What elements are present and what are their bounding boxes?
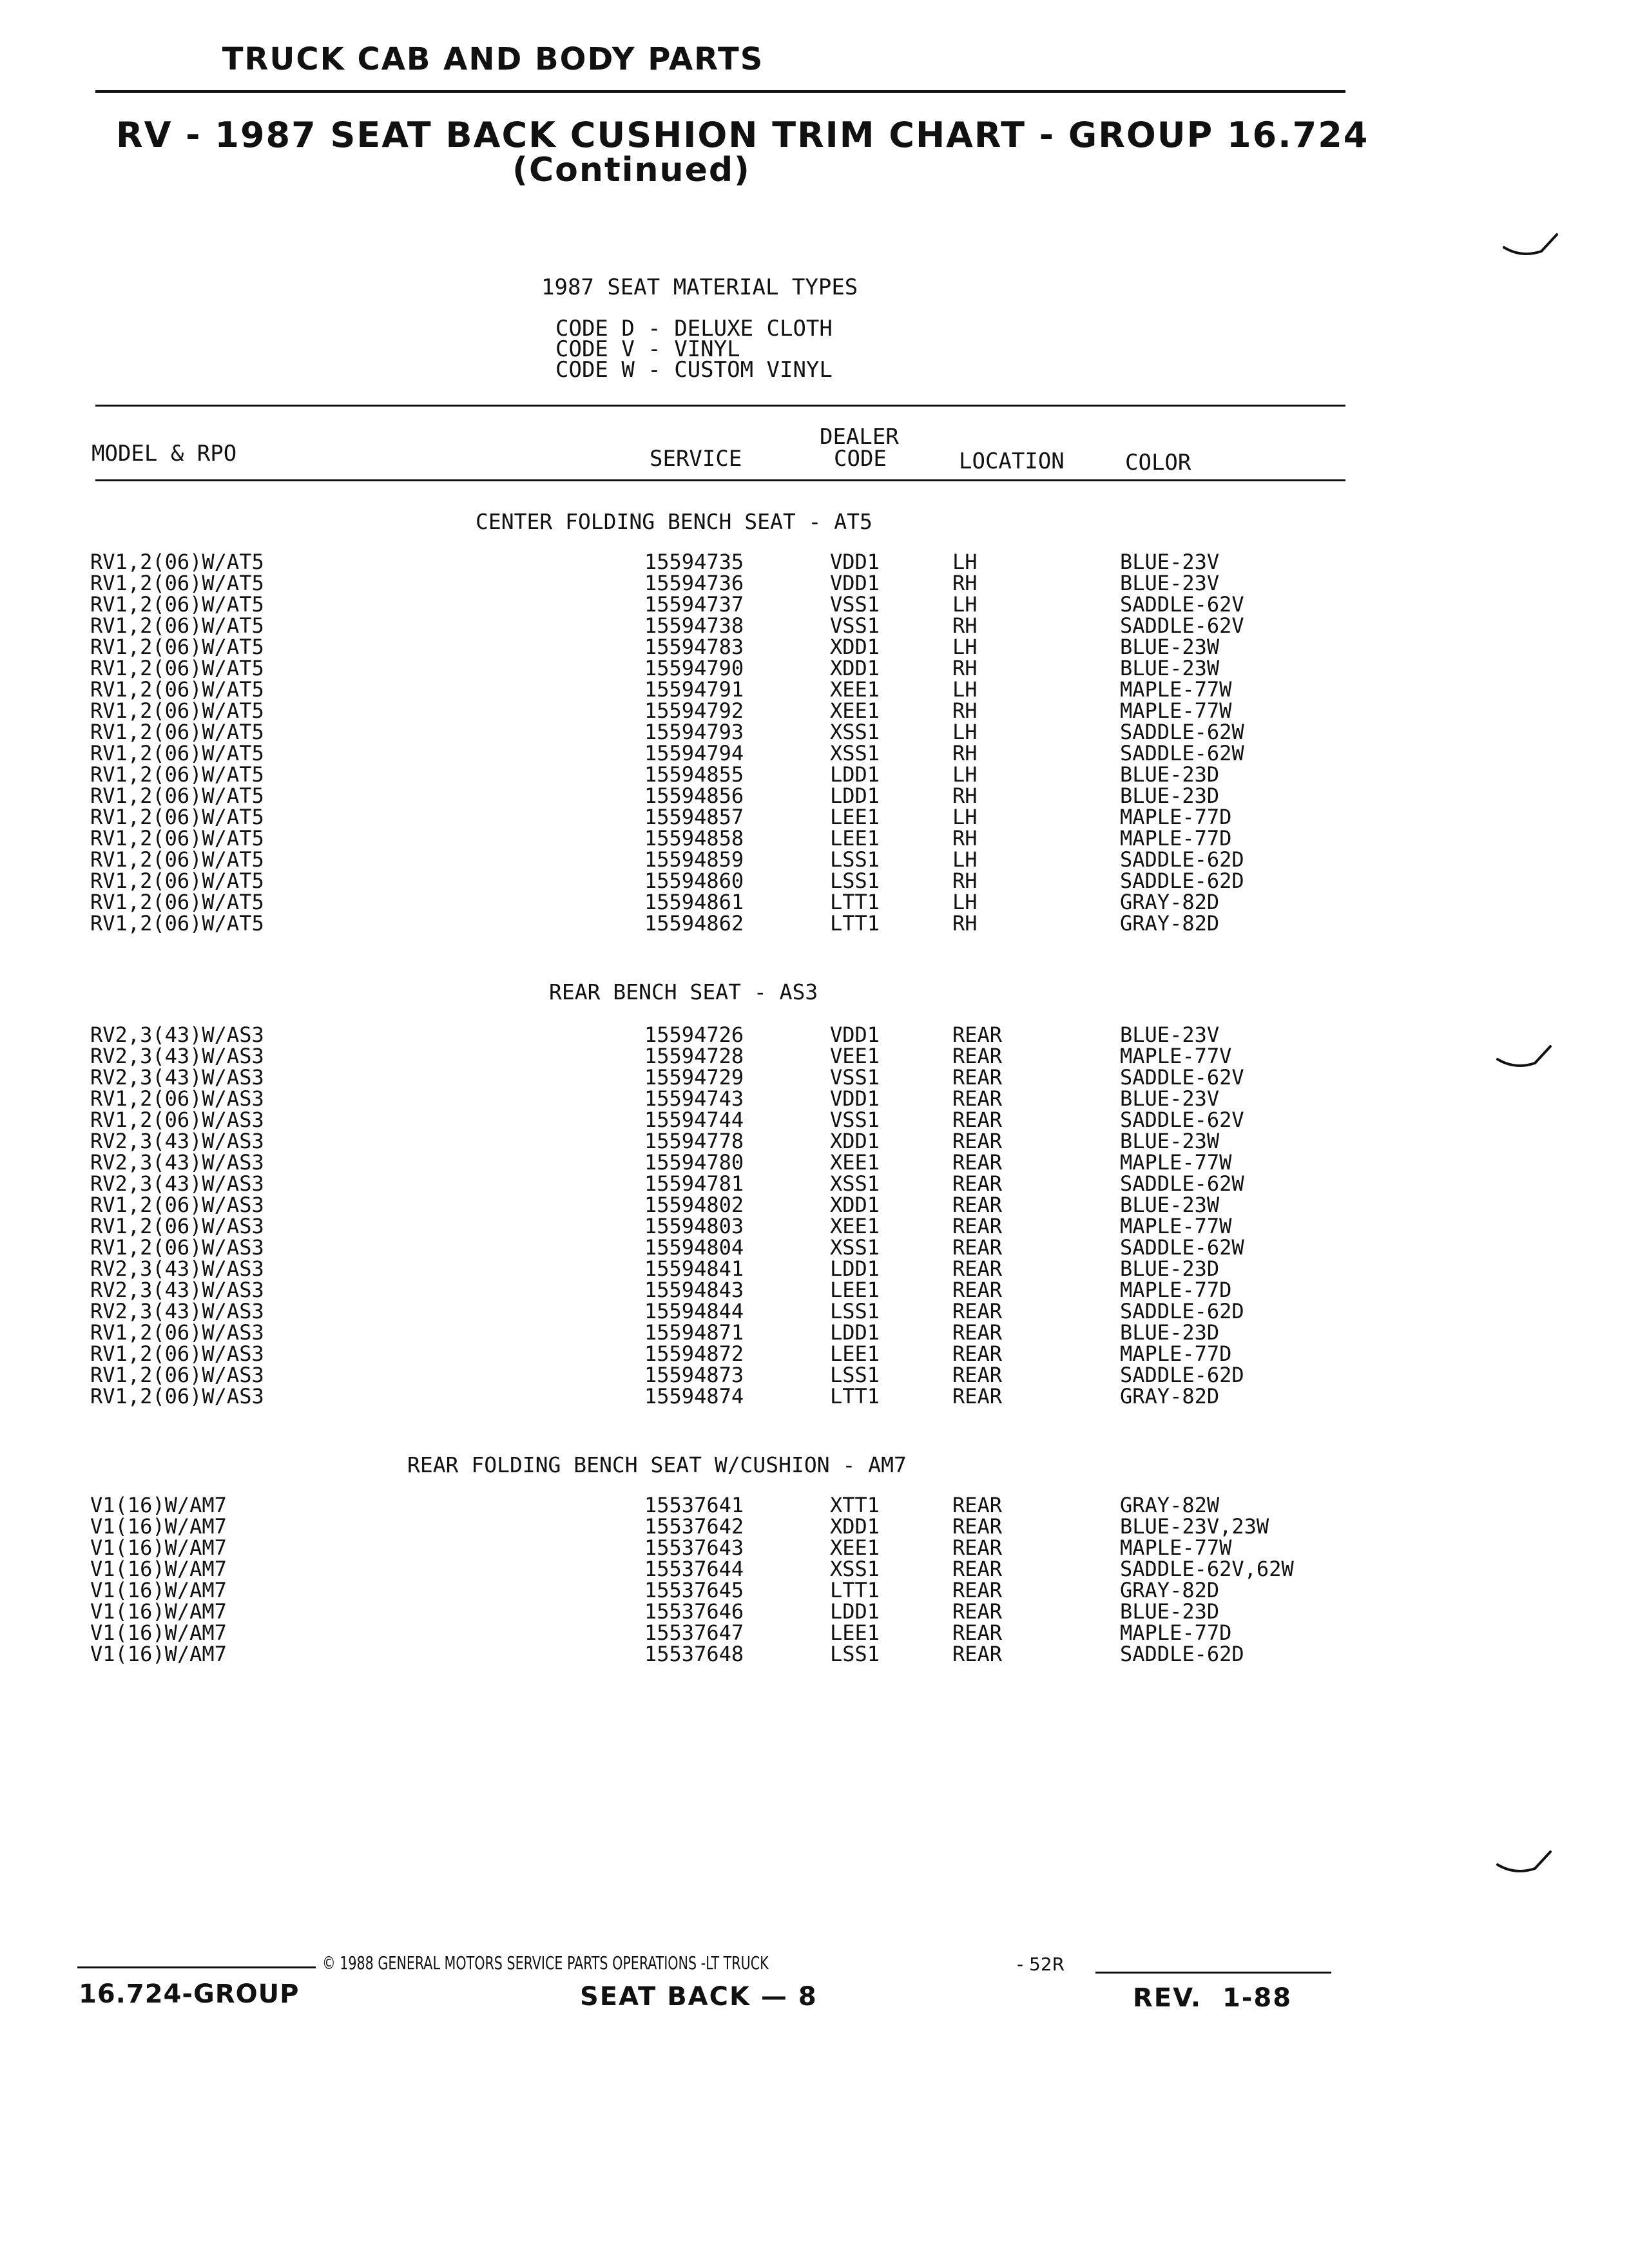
cell-dealer-code: XEE1	[830, 1535, 880, 1560]
cell-service: 15594862	[644, 911, 744, 936]
table-row	[0, 1601, 1629, 1622]
table-row	[0, 1131, 1629, 1152]
cell-color: SADDLE-62D	[1120, 1363, 1244, 1387]
footer-revision: REV. 1-88	[1133, 1983, 1293, 2013]
footer-page-code: - 52R	[1017, 1954, 1065, 1975]
cell-color: BLUE-23W	[1120, 656, 1220, 680]
cell-service: 15594791	[644, 677, 744, 702]
table-row	[0, 870, 1629, 892]
table-row	[0, 1365, 1629, 1386]
cell-dealer-code: LTT1	[830, 1384, 880, 1408]
cell-dealer-code: VSS1	[830, 1108, 880, 1132]
section-rows-center-folding	[0, 552, 1629, 934]
cell-dealer-code: LTT1	[830, 1578, 880, 1602]
cell-model: RV1,2(06)W/AT5	[90, 890, 264, 914]
binder-tick-icon	[1501, 232, 1559, 271]
cell-color: BLUE-23D	[1120, 783, 1220, 808]
cell-service: 15594738	[644, 613, 744, 638]
cell-model: RV2,3(43)W/AS3	[90, 1256, 264, 1281]
cell-dealer-code: VDD1	[830, 550, 880, 574]
cell-model: V1(16)W/AM7	[90, 1620, 227, 1645]
binder-tick-icon	[1495, 1044, 1553, 1082]
cell-model: RV1,2(06)W/AT5	[90, 826, 264, 850]
cell-location: RH	[952, 783, 978, 808]
cell-dealer-code: VEE1	[830, 1044, 880, 1068]
cell-location: REAR	[952, 1023, 1003, 1047]
table-row	[0, 722, 1629, 743]
cell-dealer-code: LDD1	[830, 762, 880, 787]
cell-dealer-code: XSS1	[830, 1557, 880, 1581]
table-row	[0, 828, 1629, 849]
footer-group: 16.724-GROUP	[79, 1979, 300, 2009]
cell-service: 15594873	[644, 1363, 744, 1387]
table-row	[0, 1559, 1629, 1580]
cell-service: 15537642	[644, 1514, 744, 1539]
section-title-rear-folding: REAR FOLDING BENCH SEAT W/CUSHION - AM7	[407, 1452, 907, 1477]
cell-service: 15594735	[644, 550, 744, 574]
cell-location: REAR	[952, 1235, 1003, 1260]
footer-rule-left	[77, 1966, 316, 1968]
cell-color: GRAY-82W	[1120, 1493, 1220, 1517]
cell-service: 15594856	[644, 783, 744, 808]
cell-color: GRAY-82D	[1120, 1384, 1220, 1408]
cell-service: 15537648	[644, 1642, 744, 1666]
table-row	[0, 700, 1629, 722]
cell-model: RV1,2(06)W/AS3	[90, 1384, 264, 1408]
cell-dealer-code: XEE1	[830, 698, 880, 723]
cell-model: RV2,3(43)W/AS3	[90, 1171, 264, 1196]
cell-dealer-code: LEE1	[830, 1278, 880, 1302]
cell-model: RV1,2(06)W/AT5	[90, 698, 264, 723]
cell-model: V1(16)W/AM7	[90, 1493, 227, 1517]
cell-model: RV1,2(06)W/AT5	[90, 592, 264, 617]
cell-service: 15594792	[644, 698, 744, 723]
cell-model: RV1,2(06)W/AT5	[90, 677, 264, 702]
cell-color: SADDLE-62W	[1120, 1235, 1244, 1260]
cell-color: SADDLE-62D	[1120, 869, 1244, 893]
cell-location: LH	[952, 720, 978, 744]
cell-color: MAPLE-77W	[1120, 677, 1232, 702]
cell-dealer-code: LEE1	[830, 1620, 880, 1645]
cell-dealer-code: VSS1	[830, 592, 880, 617]
cell-dealer-code: LSS1	[830, 1642, 880, 1666]
cell-model: RV1,2(06)W/AT5	[90, 847, 264, 872]
cell-location: RH	[952, 613, 978, 638]
cell-location: REAR	[952, 1535, 1003, 1560]
cell-model: V1(16)W/AM7	[90, 1599, 227, 1624]
cell-dealer-code: VDD1	[830, 1023, 880, 1047]
material-code-v: CODE V - VINYL	[555, 336, 740, 362]
table-row	[0, 1644, 1629, 1665]
section-rows-rear-folding	[0, 1495, 1629, 1665]
cell-color: SADDLE-62V,62W	[1120, 1557, 1294, 1581]
cell-location: REAR	[952, 1514, 1003, 1539]
col-header-color: COLOR	[1125, 450, 1191, 476]
table-row	[0, 743, 1629, 764]
table-row	[0, 892, 1629, 913]
cell-model: RV2,3(43)W/AS3	[90, 1044, 264, 1068]
cell-color: BLUE-23W	[1120, 1129, 1220, 1153]
cell-location: LH	[952, 635, 978, 659]
cell-model: RV1,2(06)W/AS3	[90, 1320, 264, 1345]
table-row	[0, 1622, 1629, 1644]
cell-color: SADDLE-62W	[1120, 720, 1244, 744]
cell-model: RV1,2(06)W/AS3	[90, 1341, 264, 1366]
table-header-rule	[95, 479, 1345, 481]
cell-location: REAR	[952, 1150, 1003, 1175]
table-row	[0, 1067, 1629, 1088]
table-row	[0, 1495, 1629, 1516]
table-row	[0, 1343, 1629, 1365]
cell-model: RV2,3(43)W/AS3	[90, 1299, 264, 1323]
cell-dealer-code: LSS1	[830, 1299, 880, 1323]
table-row	[0, 679, 1629, 700]
table-row	[0, 1195, 1629, 1216]
cell-dealer-code: LTT1	[830, 911, 880, 936]
cell-location: RH	[952, 741, 978, 765]
cell-color: SADDLE-62V	[1120, 1108, 1244, 1132]
cell-service: 15594744	[644, 1108, 744, 1132]
cell-service: 15594794	[644, 741, 744, 765]
cell-model: RV1,2(06)W/AT5	[90, 783, 264, 808]
cell-service: 15594737	[644, 592, 744, 617]
cell-service: 15594860	[644, 869, 744, 893]
cell-model: RV1,2(06)W/AT5	[90, 805, 264, 829]
table-row	[0, 1322, 1629, 1343]
table-row	[0, 1386, 1629, 1407]
cell-location: LH	[952, 847, 978, 872]
cell-service: 15594861	[644, 890, 744, 914]
cell-model: RV1,2(06)W/AT5	[90, 550, 264, 574]
table-row	[0, 849, 1629, 870]
cell-dealer-code: VSS1	[830, 613, 880, 638]
table-row	[0, 785, 1629, 807]
table-row	[0, 1280, 1629, 1301]
cell-location: LH	[952, 677, 978, 702]
cell-dealer-code: LDD1	[830, 783, 880, 808]
cell-color: MAPLE-77D	[1120, 1278, 1232, 1302]
table-row	[0, 764, 1629, 785]
cell-service: 15537645	[644, 1578, 744, 1602]
cell-service: 15594844	[644, 1299, 744, 1323]
cell-color: MAPLE-77D	[1120, 805, 1232, 829]
cell-dealer-code: VSS1	[830, 1065, 880, 1090]
page-header-title: TRUCK CAB AND BODY PARTS	[222, 41, 764, 77]
cell-dealer-code: LSS1	[830, 869, 880, 893]
table-row	[0, 913, 1629, 934]
cell-dealer-code: XDD1	[830, 1514, 880, 1539]
table-row	[0, 594, 1629, 615]
cell-model: RV1,2(06)W/AT5	[90, 720, 264, 744]
cell-location: RH	[952, 826, 978, 850]
cell-location: REAR	[952, 1341, 1003, 1366]
cell-location: RH	[952, 571, 978, 595]
cell-dealer-code: LDD1	[830, 1320, 880, 1345]
cell-dealer-code: XEE1	[830, 677, 880, 702]
table-row	[0, 807, 1629, 828]
cell-dealer-code: XDD1	[830, 656, 880, 680]
table-row	[0, 1216, 1629, 1237]
cell-location: REAR	[952, 1320, 1003, 1345]
cell-location: REAR	[952, 1108, 1003, 1132]
cell-service: 15594874	[644, 1384, 744, 1408]
cell-dealer-code: LEE1	[830, 826, 880, 850]
cell-model: V1(16)W/AM7	[90, 1557, 227, 1581]
cell-location: REAR	[952, 1557, 1003, 1581]
cell-service: 15594793	[644, 720, 744, 744]
cell-color: SADDLE-62W	[1120, 1171, 1244, 1196]
cell-service: 15594843	[644, 1278, 744, 1302]
cell-service: 15537644	[644, 1557, 744, 1581]
cell-location: REAR	[952, 1493, 1003, 1517]
col-header-service: SERVICE	[650, 446, 742, 472]
cell-service: 15594855	[644, 762, 744, 787]
section-rows-rear-bench	[0, 1024, 1629, 1407]
cell-service: 15537641	[644, 1493, 744, 1517]
cell-model: RV1,2(06)W/AS3	[90, 1214, 264, 1238]
cell-service: 15594871	[644, 1320, 744, 1345]
cell-dealer-code: LDD1	[830, 1256, 880, 1281]
cell-color: BLUE-23V	[1120, 1023, 1220, 1047]
cell-color: BLUE-23V,23W	[1120, 1514, 1269, 1539]
table-row	[0, 1173, 1629, 1195]
section-title-rear-bench: REAR BENCH SEAT - AS3	[549, 979, 818, 1004]
cell-model: V1(16)W/AM7	[90, 1535, 227, 1560]
cell-color: MAPLE-77D	[1120, 826, 1232, 850]
cell-model: RV1,2(06)W/AS3	[90, 1363, 264, 1387]
cell-color: MAPLE-77D	[1120, 1341, 1232, 1366]
cell-location: REAR	[952, 1363, 1003, 1387]
cell-service: 15594778	[644, 1129, 744, 1153]
cell-service: 15594803	[644, 1214, 744, 1238]
cell-color: SADDLE-62V	[1120, 592, 1244, 617]
cell-location: LH	[952, 805, 978, 829]
cell-location: REAR	[952, 1578, 1003, 1602]
cell-service: 15594728	[644, 1044, 744, 1068]
cell-color: MAPLE-77D	[1120, 1620, 1232, 1645]
cell-model: RV2,3(43)W/AS3	[90, 1065, 264, 1090]
table-row	[0, 1088, 1629, 1110]
table-row	[0, 1301, 1629, 1322]
cell-service: 15594743	[644, 1086, 744, 1111]
chart-subtitle: (Continued)	[512, 151, 751, 189]
cell-dealer-code: LSS1	[830, 1363, 880, 1387]
cell-dealer-code: XSS1	[830, 720, 880, 744]
cell-service: 15594780	[644, 1150, 744, 1175]
table-row	[0, 637, 1629, 658]
cell-model: RV1,2(06)W/AT5	[90, 741, 264, 765]
cell-model: RV1,2(06)W/AS3	[90, 1086, 264, 1111]
cell-dealer-code: XSS1	[830, 1235, 880, 1260]
footer-copyright: © 1988 GENERAL MOTORS SERVICE PARTS OPERATIONS -LT TRUCK	[322, 1952, 769, 1974]
cell-color: BLUE-23W	[1120, 635, 1220, 659]
cell-model: RV1,2(06)W/AT5	[90, 911, 264, 936]
cell-color: BLUE-23D	[1120, 1320, 1220, 1345]
cell-color: BLUE-23D	[1120, 762, 1220, 787]
footer-rule-right	[1095, 1972, 1331, 1974]
cell-location: LH	[952, 762, 978, 787]
cell-model: V1(16)W/AM7	[90, 1578, 227, 1602]
cell-color: SADDLE-62V	[1120, 1065, 1244, 1090]
cell-model: V1(16)W/AM7	[90, 1514, 227, 1539]
section-title-center-folding: CENTER FOLDING BENCH SEAT - AT5	[476, 509, 872, 534]
table-row	[0, 1110, 1629, 1131]
footer-seat-back: SEAT BACK — 8	[580, 1982, 818, 2012]
cell-service: 15594841	[644, 1256, 744, 1281]
cell-location: REAR	[952, 1299, 1003, 1323]
cell-color: BLUE-23V	[1120, 1086, 1220, 1111]
cell-model: RV1,2(06)W/AS3	[90, 1235, 264, 1260]
cell-service: 15537647	[644, 1620, 744, 1645]
cell-dealer-code: LTT1	[830, 890, 880, 914]
cell-location: REAR	[952, 1384, 1003, 1408]
cell-service: 15594802	[644, 1193, 744, 1217]
header-rule	[95, 90, 1345, 93]
cell-service: 15594729	[644, 1065, 744, 1090]
cell-color: BLUE-23D	[1120, 1599, 1220, 1624]
cell-location: LH	[952, 890, 978, 914]
cell-location: REAR	[952, 1193, 1003, 1217]
table-row	[0, 573, 1629, 594]
cell-service: 15594781	[644, 1171, 744, 1196]
cell-service: 15594858	[644, 826, 744, 850]
cell-dealer-code: XDD1	[830, 635, 880, 659]
col-header-location: LOCATION	[959, 448, 1065, 474]
table-row	[0, 1580, 1629, 1601]
cell-location: REAR	[952, 1065, 1003, 1090]
cell-dealer-code: XTT1	[830, 1493, 880, 1517]
cell-location: REAR	[952, 1086, 1003, 1111]
cell-model: RV1,2(06)W/AT5	[90, 635, 264, 659]
table-row	[0, 1258, 1629, 1280]
table-row	[0, 615, 1629, 637]
cell-service: 15594859	[644, 847, 744, 872]
cell-model: RV1,2(06)W/AT5	[90, 762, 264, 787]
material-code-d: CODE D - DELUXE CLOTH	[555, 316, 833, 341]
col-header-dealer: DEALER	[820, 424, 899, 450]
cell-color: BLUE-23D	[1120, 1256, 1220, 1281]
cell-service: 15537646	[644, 1599, 744, 1624]
chart-title: RV - 1987 SEAT BACK CUSHION TRIM CHART - GROUP 16.724	[116, 115, 1369, 155]
cell-service: 15594872	[644, 1341, 744, 1366]
cell-model: RV1,2(06)W/AT5	[90, 613, 264, 638]
cell-location: REAR	[952, 1129, 1003, 1153]
cell-color: MAPLE-77W	[1120, 1535, 1232, 1560]
cell-location: REAR	[952, 1599, 1003, 1624]
cell-model: RV2,3(43)W/AS3	[90, 1023, 264, 1047]
cell-model: RV1,2(06)W/AT5	[90, 656, 264, 680]
cell-color: BLUE-23V	[1120, 571, 1220, 595]
col-header-model: MODEL & RPO	[92, 441, 237, 466]
binder-tick-icon	[1495, 1849, 1553, 1888]
cell-color: GRAY-82D	[1120, 1578, 1220, 1602]
cell-location: REAR	[952, 1642, 1003, 1666]
col-header-code: CODE	[834, 446, 887, 472]
cell-model: RV1,2(06)W/AT5	[90, 869, 264, 893]
cell-service: 15537643	[644, 1535, 744, 1560]
material-code-w: CODE W - CUSTOM VINYL	[555, 357, 833, 383]
cell-color: SADDLE-62D	[1120, 847, 1244, 872]
cell-dealer-code: LEE1	[830, 1341, 880, 1366]
table-row	[0, 1024, 1629, 1046]
cell-color: SADDLE-62W	[1120, 741, 1244, 765]
cell-service: 15594726	[644, 1023, 744, 1047]
cell-color: SADDLE-62D	[1120, 1642, 1244, 1666]
cell-dealer-code: XDD1	[830, 1193, 880, 1217]
table-row	[0, 1537, 1629, 1559]
cell-dealer-code: XSS1	[830, 1171, 880, 1196]
cell-location: RH	[952, 911, 978, 936]
cell-location: REAR	[952, 1171, 1003, 1196]
table-row	[0, 1046, 1629, 1067]
cell-dealer-code: LEE1	[830, 805, 880, 829]
cell-dealer-code: LDD1	[830, 1599, 880, 1624]
cell-service: 15594783	[644, 635, 744, 659]
cell-dealer-code: VDD1	[830, 1086, 880, 1111]
cell-color: GRAY-82D	[1120, 911, 1220, 936]
cell-dealer-code: XSS1	[830, 741, 880, 765]
cell-dealer-code: XEE1	[830, 1214, 880, 1238]
material-types-title: 1987 SEAT MATERIAL TYPES	[541, 274, 858, 300]
cell-service: 15594857	[644, 805, 744, 829]
table-row	[0, 1237, 1629, 1258]
cell-location: REAR	[952, 1278, 1003, 1302]
cell-location: LH	[952, 550, 978, 574]
table-row	[0, 552, 1629, 573]
cell-location: RH	[952, 656, 978, 680]
cell-location: REAR	[952, 1044, 1003, 1068]
cell-location: REAR	[952, 1256, 1003, 1281]
cell-color: SADDLE-62D	[1120, 1299, 1244, 1323]
cell-service: 15594790	[644, 656, 744, 680]
cell-color: SADDLE-62V	[1120, 613, 1244, 638]
cell-dealer-code: LSS1	[830, 847, 880, 872]
cell-model: RV1,2(06)W/AS3	[90, 1108, 264, 1132]
cell-dealer-code: XDD1	[830, 1129, 880, 1153]
cell-location: RH	[952, 698, 978, 723]
cell-dealer-code: VDD1	[830, 571, 880, 595]
cell-color: MAPLE-77W	[1120, 698, 1232, 723]
cell-service: 15594804	[644, 1235, 744, 1260]
cell-model: RV2,3(43)W/AS3	[90, 1150, 264, 1175]
table-row	[0, 658, 1629, 679]
cell-dealer-code: XEE1	[830, 1150, 880, 1175]
cell-color: GRAY-82D	[1120, 890, 1220, 914]
cell-color: BLUE-23V	[1120, 550, 1220, 574]
table-row	[0, 1152, 1629, 1173]
cell-location: REAR	[952, 1214, 1003, 1238]
cell-location: LH	[952, 592, 978, 617]
cell-color: MAPLE-77W	[1120, 1150, 1232, 1175]
cell-model: RV2,3(43)W/AS3	[90, 1129, 264, 1153]
cell-location: REAR	[952, 1620, 1003, 1645]
cell-model: RV1,2(06)W/AT5	[90, 571, 264, 595]
table-row	[0, 1516, 1629, 1537]
cell-model: RV1,2(06)W/AS3	[90, 1193, 264, 1217]
cell-color: BLUE-23W	[1120, 1193, 1220, 1217]
cell-location: RH	[952, 869, 978, 893]
cell-color: MAPLE-77W	[1120, 1214, 1232, 1238]
table-top-rule	[95, 405, 1345, 407]
cell-model: V1(16)W/AM7	[90, 1642, 227, 1666]
cell-model: RV2,3(43)W/AS3	[90, 1278, 264, 1302]
cell-color: MAPLE-77V	[1120, 1044, 1232, 1068]
cell-service: 15594736	[644, 571, 744, 595]
